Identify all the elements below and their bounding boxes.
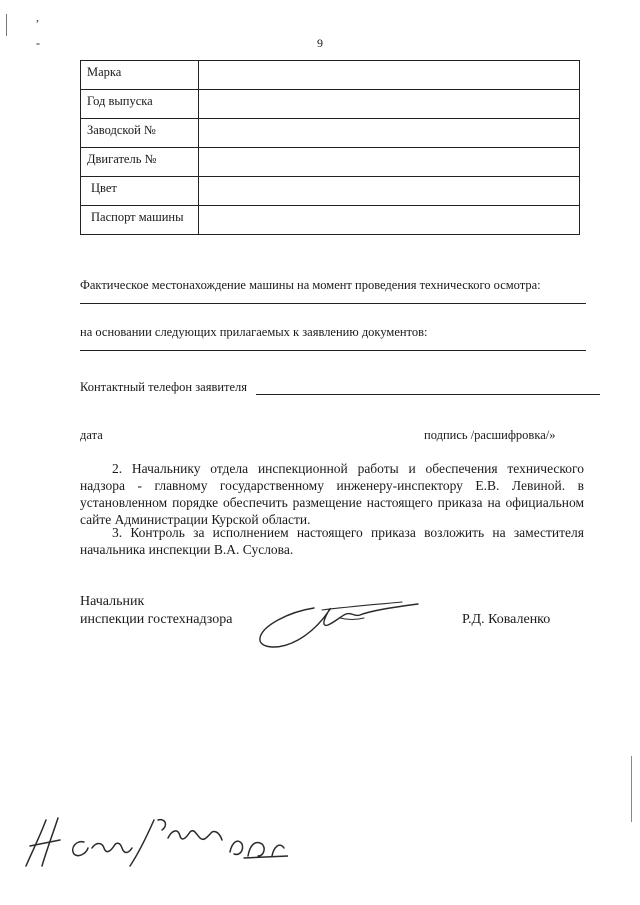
table-row-value[interactable] <box>199 119 580 148</box>
signatory-title-line1: Начальник <box>80 594 145 609</box>
handwritten-initials-icon <box>18 812 288 872</box>
table-row <box>81 206 580 235</box>
location-label: Фактическое местонахождение машины на момент проведения технического осмотра: <box>80 278 541 292</box>
table-row-label: Паспорт машины <box>81 206 199 235</box>
paragraph-2: 2. Начальнику отдела инспекционной работы и обеспечения технического надзора - главному государственному инженеру-инспектору Е.В. Левиной. в установленном порядке обеспечить размещение настоящего приказа на официальном сайте Администрации Курской области. <box>80 461 584 527</box>
table-row-value[interactable] <box>199 90 580 119</box>
corner-comma-mark: , <box>36 10 39 24</box>
table-row <box>81 90 580 119</box>
date-label: дата <box>80 428 103 442</box>
table-row-value[interactable] <box>199 148 580 177</box>
page-number: 9 <box>317 36 323 50</box>
signatory-name: Р.Д. Коваленко <box>462 612 551 627</box>
table-row-label: Марка <box>81 61 199 90</box>
table-row-value[interactable] <box>199 206 580 235</box>
paragraph-3: 3. Контроль за исполнением настоящего приказа возложить на заместителя начальника инспекции В.А. Суслова. <box>80 525 584 557</box>
documents-fill-line[interactable] <box>80 350 586 351</box>
table-row <box>81 119 580 148</box>
table-row-label: Двигатель № <box>81 148 199 177</box>
corner-dash-mark: - <box>36 36 40 50</box>
table-row-value[interactable] <box>199 61 580 90</box>
documents-label: на основании следующих прилагаемых к заявлению документов: <box>80 325 428 339</box>
table-row <box>81 177 580 206</box>
phone-label: Контактный телефон заявителя <box>80 380 248 394</box>
signature-label: подпись /расшифровка/» <box>424 428 556 442</box>
phone-fill-line[interactable] <box>256 394 600 395</box>
vehicle-table <box>80 60 580 235</box>
table-row-label: Год выпуска <box>81 90 199 119</box>
handwritten-signature-icon <box>252 596 424 654</box>
left-margin-line <box>6 14 7 36</box>
signatory-title-line2: инспекции гостехнадзора <box>80 612 233 627</box>
table-row <box>81 61 580 90</box>
table-row-value[interactable] <box>199 177 580 206</box>
right-margin-line <box>631 756 632 822</box>
table-row-label: Цвет <box>81 177 199 206</box>
location-fill-line[interactable] <box>80 303 586 304</box>
table-row <box>81 148 580 177</box>
table-row-label: Заводской № <box>81 119 199 148</box>
